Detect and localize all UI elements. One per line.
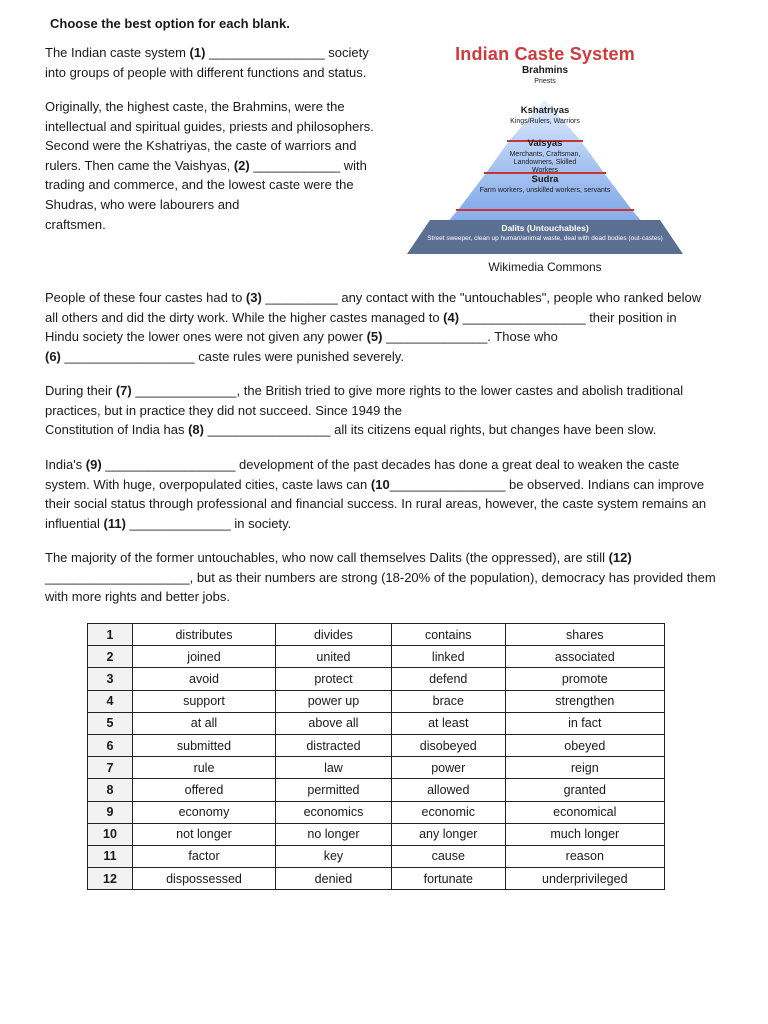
text: The majority of the former untouchables, who now call themselves Dalits (the oppressed), are still <box>45 550 609 565</box>
option-choice: contains <box>391 624 505 646</box>
option-number: 7 <box>88 757 133 779</box>
option-choice: factor <box>133 845 276 867</box>
option-choice: rule <box>133 757 276 779</box>
figure-caption: Wikimedia Commons <box>488 260 602 274</box>
option-choice: joined <box>133 646 276 668</box>
text: intellectual and spiritual guides, priests and philosophers. <box>45 118 374 134</box>
option-choice: divides <box>275 624 391 646</box>
option-choice: economic <box>391 801 505 823</box>
blank: ______________, the British tried to give more rights to the lower castes and abolish traditional <box>131 383 684 398</box>
option-choice: at all <box>133 712 276 734</box>
option-row <box>88 823 665 845</box>
blank: __________________ caste rules were punished severely. <box>60 348 404 364</box>
option-choice: protect <box>275 668 391 690</box>
option-choice: disobeyed <box>391 734 505 756</box>
blank: ________________ be observed. Indians can improve <box>389 476 705 492</box>
option-choice: much longer <box>505 823 664 845</box>
option-row <box>88 690 665 712</box>
text: with more rights and better jobs. <box>45 589 230 605</box>
text: practices, but in practice they did not succeed. Since 1949 the <box>45 402 402 418</box>
paragraph-3 <box>45 288 745 366</box>
text: trading and commerce, and the lowest caste were the <box>45 177 354 193</box>
blank-number: (7) <box>115 383 132 398</box>
option-row <box>88 868 665 890</box>
option-number: 8 <box>88 779 133 801</box>
option-choice: power <box>391 757 505 779</box>
option-choice: in fact <box>505 712 664 734</box>
caste-pyramid-figure <box>400 40 690 280</box>
option-choice: reason <box>505 845 664 867</box>
option-row <box>88 845 665 867</box>
blank-number: (9) <box>85 457 102 472</box>
blank-number: (12) <box>608 550 632 565</box>
option-choice: dispossessed <box>133 868 276 890</box>
option-choice: not longer <box>133 823 276 845</box>
paragraph-6 <box>45 548 745 607</box>
blank: _________________ their position in <box>459 309 677 325</box>
option-choice: submitted <box>133 734 276 756</box>
option-choice: distributes <box>133 624 276 646</box>
blank-number: (3) <box>245 290 262 305</box>
option-number: 5 <box>88 712 133 734</box>
option-row <box>88 624 665 646</box>
text: The Indian caste system <box>45 45 190 60</box>
option-number: 3 <box>88 668 133 690</box>
option-number: 6 <box>88 734 133 756</box>
text: Originally, the highest caste, the Brahmins, were the <box>45 99 345 114</box>
pyramid-tier-label <box>420 65 670 86</box>
option-choice: obeyed <box>505 734 664 756</box>
text: all others and did the dirty work. While the higher castes managed to <box>45 309 444 325</box>
blank: __________________ development of the past decades has done a great deal to weaken the caste <box>101 457 680 472</box>
option-choice: brace <box>391 690 505 712</box>
text: influential <box>45 515 104 531</box>
text: rulers. Then came the Vaishyas, <box>45 157 234 173</box>
text: Second were the Kshatriyas, the caste of warriors and <box>45 138 357 154</box>
tier-description: Merchants, Craftsman, Landowners, Skilled Workers <box>509 150 581 175</box>
option-choice: key <box>275 845 391 867</box>
option-choice: economics <box>275 801 391 823</box>
option-choice: economical <box>505 801 664 823</box>
option-number: 12 <box>88 868 133 890</box>
option-choice: permitted <box>275 779 391 801</box>
option-choice: distracted <box>275 734 391 756</box>
option-row <box>88 801 665 823</box>
text: system. With huge, overpopulated cities, caste laws can <box>45 476 371 492</box>
blank-number: (2) <box>233 157 250 173</box>
text: into groups of people with different functions and status. <box>45 64 367 80</box>
blank-number: (11) <box>103 515 126 531</box>
blank: ____________ with <box>249 157 367 173</box>
option-choice: defend <box>391 668 505 690</box>
option-row <box>88 779 665 801</box>
option-row <box>88 712 665 734</box>
pyramid-tier-label <box>420 224 670 242</box>
option-choice: economy <box>133 801 276 823</box>
blank: _________________ all its citizens equal rights, but changes have been slow. <box>203 422 657 438</box>
option-choice: united <box>275 646 391 668</box>
blank-number: (6) <box>45 348 61 364</box>
option-choice: cause <box>391 845 505 867</box>
instructions: Choose the best option for each blank. <box>50 16 290 31</box>
option-number: 2 <box>88 646 133 668</box>
option-number: 11 <box>88 845 133 867</box>
pyramid-tier-label <box>420 139 670 175</box>
text: craftsmen. <box>45 216 106 232</box>
option-choice: strengthen <box>505 690 664 712</box>
tier-name: Dalits (Untouchables) <box>501 223 589 233</box>
blank-number: (1) <box>189 45 206 60</box>
blank-number: (8) <box>188 422 204 438</box>
paragraph-4 <box>45 381 745 440</box>
tier-description: Priests <box>534 77 556 85</box>
option-choice: linked <box>391 646 505 668</box>
option-number: 9 <box>88 801 133 823</box>
text: During their <box>45 383 116 398</box>
text: People of these four castes had to <box>45 290 246 305</box>
option-choice: no longer <box>275 823 391 845</box>
tier-name: Vaisyas <box>527 138 563 149</box>
paragraph-2 <box>45 97 395 234</box>
paragraph-1 <box>45 43 395 82</box>
option-number: 10 <box>88 823 133 845</box>
option-choice: avoid <box>133 668 276 690</box>
option-choice: promote <box>505 668 664 690</box>
option-choice: law <box>275 757 391 779</box>
blank: __________ any contact with the "untouchables", people who ranked below <box>261 290 702 305</box>
figure-title: Indian Caste System <box>455 44 635 64</box>
blank: ________________ society <box>205 45 369 60</box>
blank: ____________________, but as their numbers are strong (18-20% of the population), democracy has provided them <box>45 569 716 585</box>
blank-number: (4) <box>443 309 460 325</box>
option-row <box>88 757 665 779</box>
option-row <box>88 668 665 690</box>
option-choice: at least <box>391 712 505 734</box>
text: India's <box>45 457 86 472</box>
tier-description: Street sweeper, clean up human/animal waste, deal with dead bodies (out-castes) <box>427 234 663 242</box>
blank: ______________ in society. <box>125 515 292 531</box>
tier-description: Kings/Rulers, Warriors <box>510 117 580 125</box>
blank-number: (5) <box>366 329 383 345</box>
pyramid-tier-label <box>420 175 670 195</box>
option-choice: fortunate <box>391 868 505 890</box>
option-number: 1 <box>88 624 133 646</box>
text: Constitution of India has <box>45 422 189 438</box>
tier-name: Kshatriyas <box>520 105 570 116</box>
text: their social status through professional and financial success. In rural areas, however, the caste system remains an <box>45 496 707 512</box>
text: Hindu society the lower ones were not given any power <box>45 329 367 345</box>
tier-name: Brahmins <box>521 65 569 76</box>
option-choice: underprivileged <box>505 868 664 890</box>
option-choice: allowed <box>391 779 505 801</box>
option-row <box>88 646 665 668</box>
text: Shudras, who were labourers and <box>45 196 240 212</box>
option-choice: associated <box>505 646 664 668</box>
option-row <box>88 734 665 756</box>
option-choice: offered <box>133 779 276 801</box>
option-choice: above all <box>275 712 391 734</box>
option-choice: shares <box>505 624 664 646</box>
tier-description: Farm workers, unskilled workers, servants <box>479 186 611 194</box>
option-choice: power up <box>275 690 391 712</box>
paragraph-5 <box>45 455 745 533</box>
option-choice: support <box>133 690 276 712</box>
blank: ______________. Those who <box>382 329 558 345</box>
option-number: 4 <box>88 690 133 712</box>
option-choice: any longer <box>391 823 505 845</box>
blank-number: (10 <box>370 476 390 492</box>
tier-name: Sudra <box>531 174 559 185</box>
option-choice: granted <box>505 779 664 801</box>
option-choice: denied <box>275 868 391 890</box>
option-choice: reign <box>505 757 664 779</box>
pyramid-tier-label <box>420 106 670 126</box>
options-table <box>87 623 665 890</box>
